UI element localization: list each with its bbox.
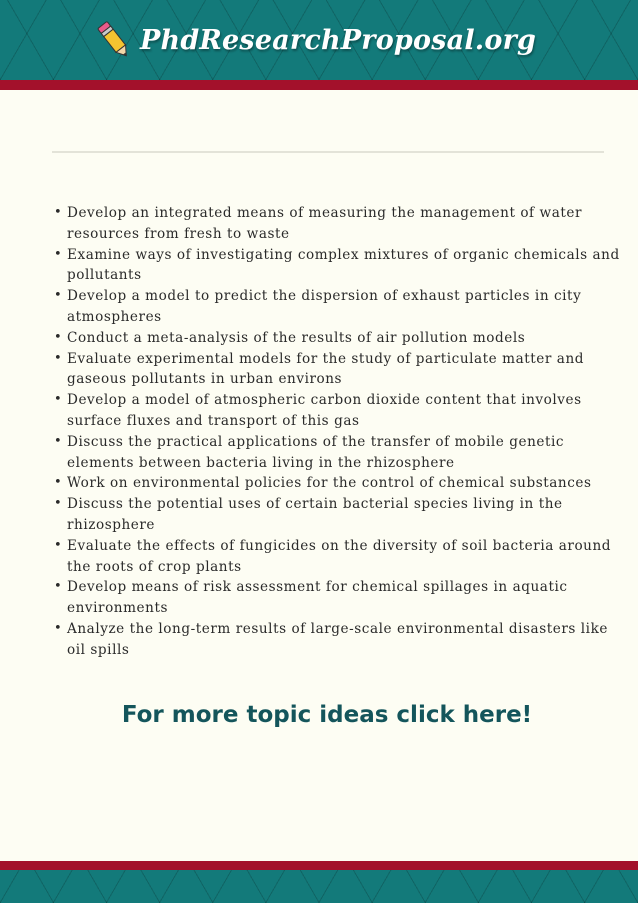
- bullet-icon: •: [54, 288, 63, 304]
- bullet-icon: •: [54, 329, 63, 345]
- list-item: • Discuss the potential uses of certain bacterial species living in the rhizosphere: [54, 496, 563, 533]
- bullet-icon: •: [54, 620, 63, 636]
- topic-list: [46, 203, 627, 661]
- bullet-icon: •: [54, 350, 63, 366]
- site-logo[interactable]: [96, 14, 536, 66]
- bullet-icon: •: [54, 537, 63, 553]
- pencil-icon: [96, 19, 132, 61]
- bullet-icon: •: [54, 579, 63, 595]
- bullet-icon: •: [54, 246, 63, 262]
- list-item: • Develop means of risk assessment for chemical spillages in aquatic environments: [54, 579, 568, 617]
- list-item: • Analyze the long-term results of large-scale environmental disasters like oil spills: [54, 620, 608, 658]
- bullet-icon: •: [54, 205, 63, 220]
- list-item: • Develop an integrated means of measuring the management of water resources from fresh to waste: [54, 205, 583, 242]
- bullet-icon: •: [54, 475, 63, 491]
- footer-banner: [0, 870, 638, 903]
- bullet-icon: •: [54, 433, 63, 449]
- bullet-icon: •: [54, 496, 63, 512]
- more-topics-link[interactable]: For more topic ideas click here!: [121, 702, 533, 728]
- list-item: • Conduct a meta-analysis of the results of air pollution models: [67, 328, 627, 349]
- list-item: • Evaluate experimental models for the study of particulate matter and gaseous pollutants in urban environs: [54, 350, 584, 388]
- footer-stripe: [0, 861, 638, 870]
- bullet-icon: •: [54, 392, 63, 408]
- list-item: • Work on environmental policies for the control of chemical substances: [67, 473, 627, 494]
- list-item: • Develop a model to predict the dispersion of exhaust particles in city atmospheres: [54, 288, 582, 325]
- list-item: • Evaluate the effects of fungicides on the diversity of soil bacteria around the roots of crop plants: [54, 537, 612, 575]
- list-item: • Examine ways of investigating complex mixtures of organic chemicals and pollutants: [54, 246, 620, 284]
- list-item: • Discuss the practical applications of the transfer of mobile genetic elements between bacteria living in the rhizosphere: [54, 433, 565, 471]
- site-name: PhdResearchProposal.org: [140, 24, 537, 56]
- list-item: • Develop a model of atmospheric carbon dioxide content that involves surface fluxes and transport of this gas: [54, 392, 582, 429]
- divider: [52, 151, 604, 153]
- header-stripe: [0, 80, 638, 90]
